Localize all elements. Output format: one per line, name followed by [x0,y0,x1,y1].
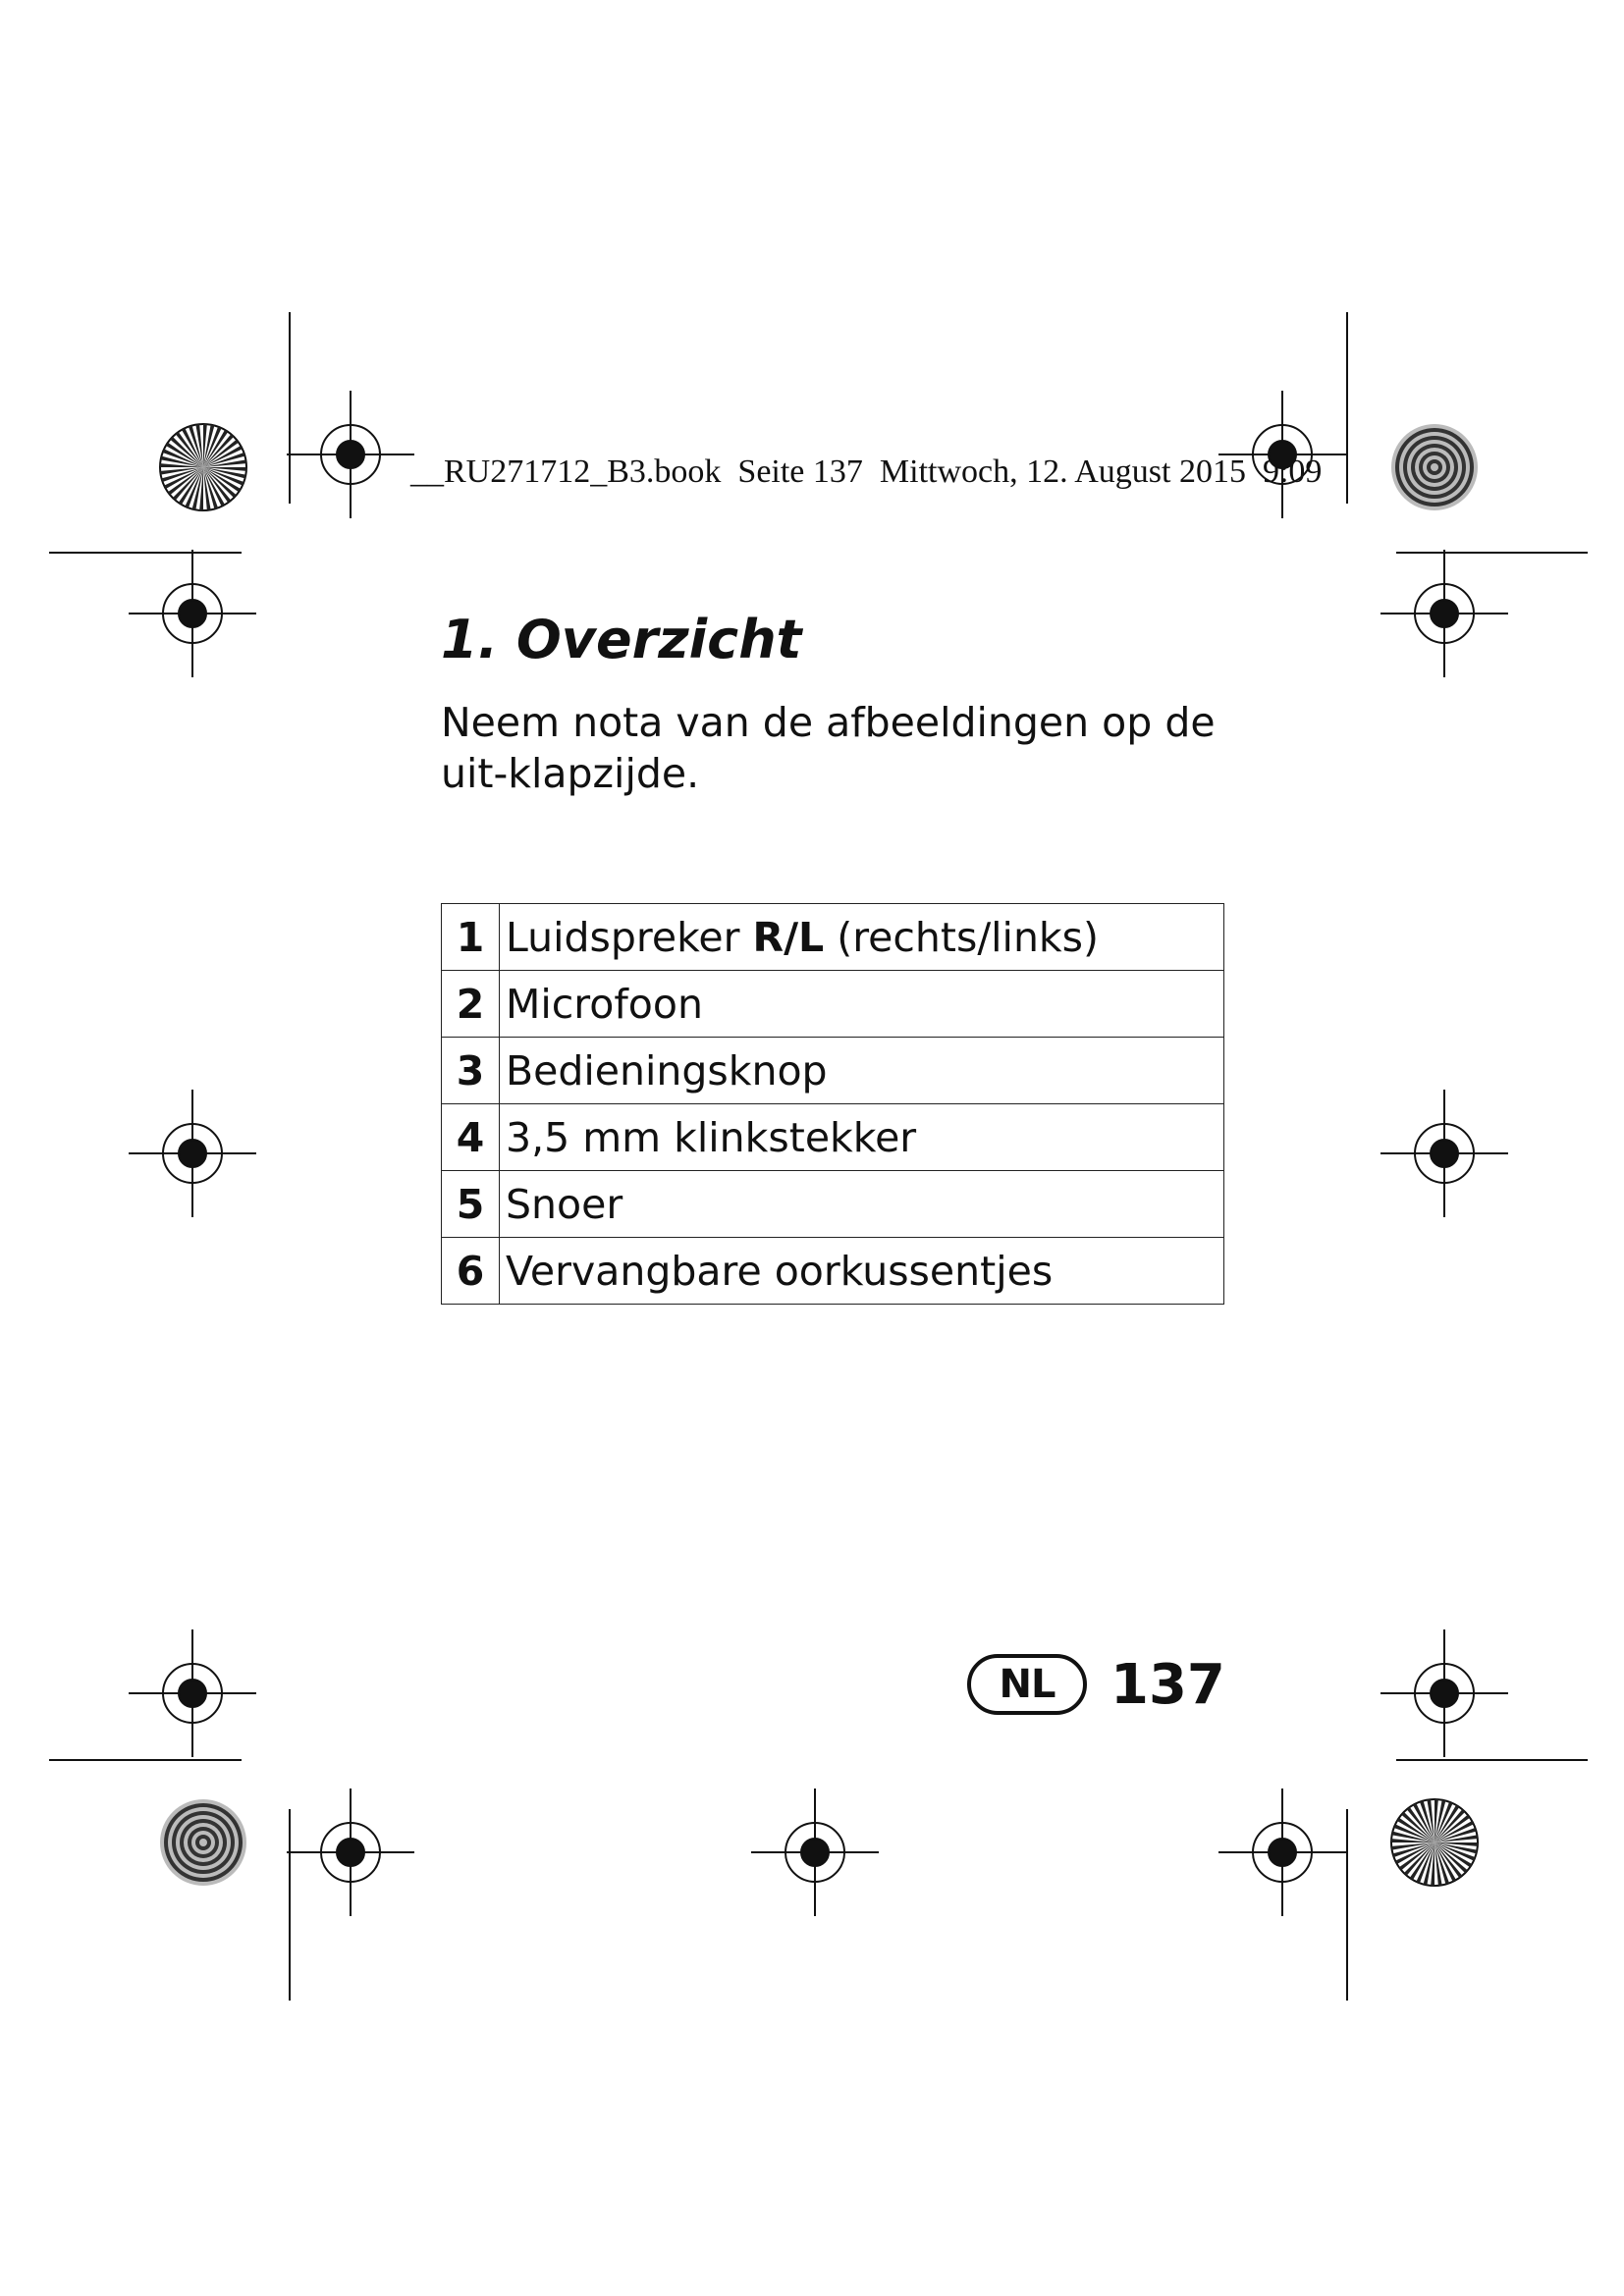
registration-mark-icon [1380,1090,1508,1217]
star-target-icon [160,424,246,510]
part-number: 1 [442,904,500,971]
part-description [500,1038,1224,1104]
registration-mark-icon [129,1629,256,1757]
part-description [500,971,1224,1038]
table-row [442,1171,1224,1238]
part-number: 3 [442,1038,500,1104]
part-description [500,1171,1224,1238]
part-number: 6 [442,1238,500,1305]
intro-paragraph: Neem nota van de afbeeldingen op de uit-klapzijde. [441,699,1216,797]
table-row [442,971,1224,1038]
part-number: 2 [442,971,500,1038]
part-label-bold: R/L [752,913,825,961]
part-label: Bedieningsknop [506,1046,828,1095]
part-description [500,1104,1224,1171]
parts-table [441,903,1224,1305]
registration-mark-icon [1380,550,1508,677]
ring-target-icon [1391,424,1478,510]
part-label: Vervangbare oorkussentjes [506,1247,1054,1295]
registration-mark-icon [751,1789,879,1916]
ring-target-icon [160,1799,246,1886]
language-badge: NL [967,1654,1087,1715]
print-slug-line: __RU271712_B3.book Seite 137 Mittwoch, 12. August 2015 9:09 [410,454,1323,490]
registration-mark-icon [287,1789,414,1916]
page-footer [967,1649,1225,1720]
registration-mark-icon [1218,1789,1346,1916]
table-row [442,904,1224,971]
table-row [442,1238,1224,1305]
page-number: 137 [1110,1652,1225,1717]
part-description [500,1238,1224,1305]
part-description [500,904,1224,971]
part-label: 3,5 mm klinkstekker [506,1113,917,1161]
part-number: 4 [442,1104,500,1171]
part-label: Microfoon [506,980,703,1028]
section-heading: 1. Overzicht [441,609,802,670]
star-target-icon [1391,1799,1478,1886]
registration-mark-icon [1380,1629,1508,1757]
part-label: Luidspreker [506,913,753,961]
part-label-suffix: (rechts/links) [824,913,1100,961]
part-number: 5 [442,1171,500,1238]
registration-mark-icon [129,550,256,677]
table-row [442,1104,1224,1171]
table-row [442,1038,1224,1104]
registration-mark-icon [129,1090,256,1217]
part-label: Snoer [506,1180,623,1228]
registration-mark-icon [287,391,414,518]
